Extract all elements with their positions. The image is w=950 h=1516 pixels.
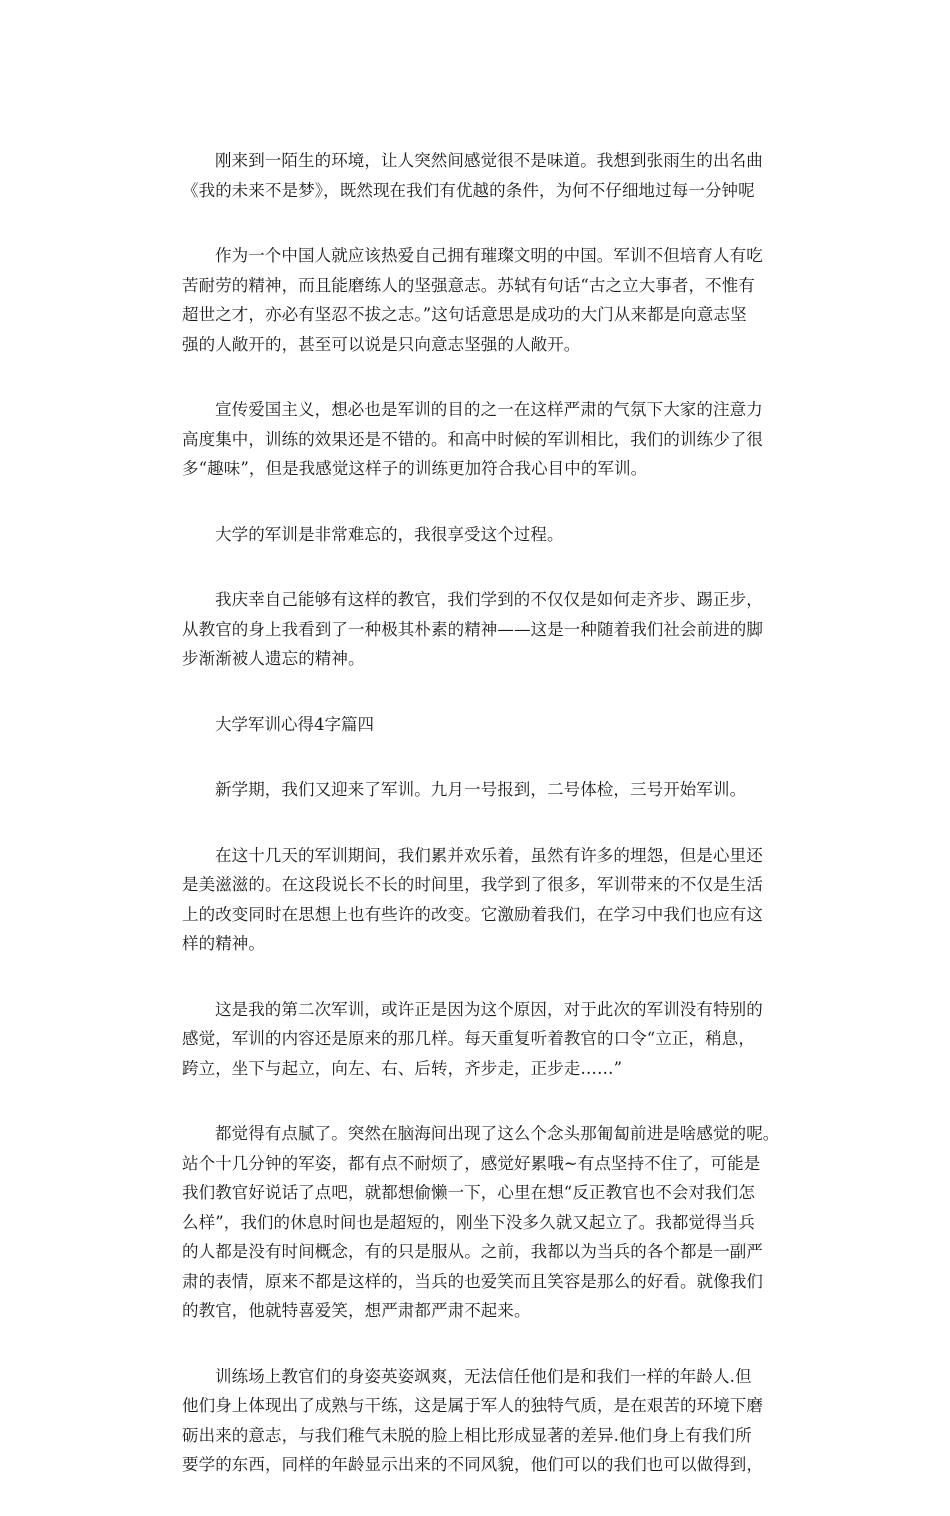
text-line: 作为一个中国人就应该热爱自己拥有璀璨文明的中国。军训不但培育人有吃 — [215, 246, 763, 265]
text-line: 么样”，我们的休息时间也是超短的，刚坐下没多久就又起立了。我都觉得当兵 — [182, 1212, 755, 1232]
text-line: 《我的未来不是梦》，既然现在我们有优越的条件，为何不仔细地过每一分钟呢 — [182, 180, 755, 200]
text-line: 的人都是没有时间概念，有的只是服从。之前，我都以为当兵的各个都是一副严 — [182, 1242, 763, 1261]
text-line: 我们教官好说话了点吧，就都想偷懒一下，心里在想“反正教官也不会对我们怎 — [182, 1183, 755, 1202]
paragraph — [182, 1362, 782, 1480]
text-line: 上的改变同时在思想上也有些许的改变。它激励着我们，在学习中我们也应有这 — [182, 904, 763, 924]
text-line: 我庆幸自己能够有这样的教官，我们学到的不仅仅是如何走齐步、踢正步， — [215, 590, 763, 609]
text-line: 肃的表情，原来不都是这样的，当兵的也爱笑而且笑容是那么的好看。就像我们 — [182, 1271, 763, 1291]
text-line: 训练场上教官们的身姿英姿飒爽，无法信任他们是和我们一样的年龄人.但 — [215, 1366, 752, 1386]
paragraph — [182, 1119, 782, 1326]
text-line: 苦耐劳的精神，而且能磨练人的坚强意志。苏轼有句话“古之立大事者，不惟有 — [182, 275, 755, 295]
text-line: 他们身上体现出了成熟与干练，这是属于军人的独特气质，是在艰苦的环境下磨 — [182, 1396, 763, 1415]
text-line: 大学军训心得4字篇四 — [215, 714, 374, 734]
section-heading — [182, 710, 782, 740]
text-line: 超世之才，亦必有坚忍不拔之志。”这句话意思是成功的大门从来都是向意志坚 — [182, 305, 747, 324]
text-line: 强的人敞开的，甚至可以说是只向意志坚强的人敞开。 — [182, 334, 581, 354]
text-line: 都觉得有点腻了。突然在脑海间出现了这么个念头那匍匐前进是啥感觉的呢。 — [215, 1124, 780, 1143]
text-line: 在这十几天的军训期间，我们累并欢乐着，虽然有许多的埋怨，但是心里还 — [215, 845, 763, 865]
document-page — [182, 146, 782, 1516]
text-line: 多“趣味”，但是我感觉这样子的训练更加符合我心目中的军训。 — [182, 459, 648, 478]
text-line: 跨立，坐下与起立，向左、右、后转，齐步走，正步走……” — [182, 1058, 623, 1078]
text-line: 是美滋滋的。在这段说长不长的时间里，我学到了很多，军训带来的不仅是生活 — [182, 875, 763, 894]
paragraph — [182, 395, 782, 484]
text-line: 的教官，他就特喜爱笑，想严肃都严肃不起来。 — [182, 1301, 531, 1320]
text-line: 大学的军训是非常难忘的，我很享受这个过程。 — [215, 524, 564, 544]
text-line: 步渐渐被人遗忘的精神。 — [182, 649, 365, 668]
paragraph — [182, 841, 782, 959]
text-line: 这是我的第二次军训，或许正是因为这个原因，对于此次的军训没有特别的 — [215, 999, 763, 1019]
text-line: 刚来到一陌生的环境，让人突然间感觉很不是味道。我想到张雨生的出名曲 — [215, 151, 763, 170]
paragraph — [182, 241, 782, 359]
text-line: 新学期，我们又迎来了军训。九月一号报到，二号体检，三号开始军训。 — [215, 780, 747, 799]
text-line: 要学的东西，同样的年龄显示出来的不同风貌，他们可以的我们也可以做得到， — [182, 1455, 763, 1474]
text-line: 砺出来的意志，与我们稚气未脱的脸上相比形成显著的差异.他们身上有我们所 — [182, 1425, 752, 1445]
text-line: 从教官的身上我看到了一种极其朴素的精神——这是一种随着我们社会前进的脚 — [182, 619, 763, 639]
paragraph — [182, 775, 782, 805]
text-line: 高度集中，训练的效果还是不错的。和高中时候的军训相比，我们的训练少了很 — [182, 429, 763, 449]
paragraph — [182, 995, 782, 1084]
paragraph — [182, 585, 782, 674]
text-line: 站个十几分钟的军姿，都有点不耐烦了，感觉好累哦~有点坚持不住了，可能是 — [182, 1153, 761, 1173]
text-line: 宣传爱国主义，想必也是军训的目的之一在这样严肃的气氛下大家的注意力 — [215, 400, 763, 419]
paragraph — [182, 146, 782, 205]
text-line: 感觉，军训的内容还是原来的那几样。每天重复听着教官的口令“立正，稍息， — [182, 1029, 755, 1048]
text-line: 样的精神。 — [182, 934, 265, 953]
paragraph — [182, 520, 782, 550]
